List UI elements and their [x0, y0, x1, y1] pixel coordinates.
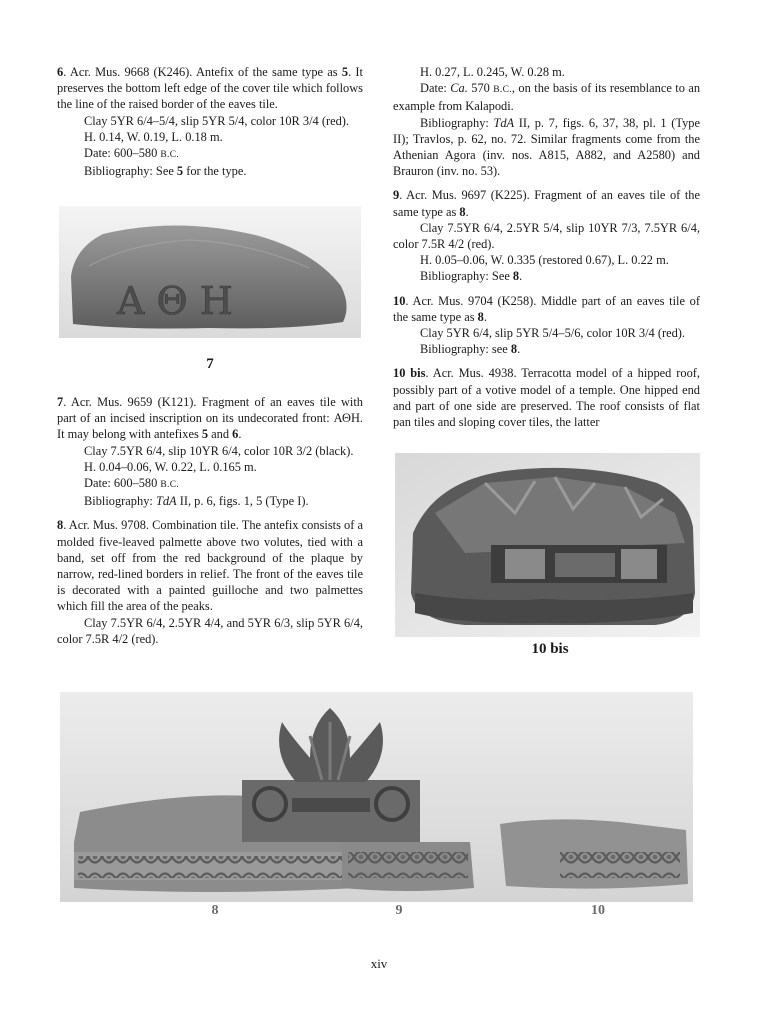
- entry-10-bis-number: 10 bis: [393, 366, 426, 381]
- caption-10: 10: [591, 903, 605, 918]
- entry-6: [57, 64, 363, 179]
- tile-fragment-7-image: [59, 206, 361, 338]
- right-column: [393, 64, 700, 430]
- entry-7-bibliography: Bibliography: TdA II, p. 6, figs. 1, 5 (Type I).: [84, 494, 309, 509]
- left-column: [57, 64, 363, 179]
- entry-8-clay: Clay 7.5YR 6/4, 2.5YR 4/4, and 5YR 6/3, slip 5YR 6/4, color 7.5R 4/2 (red).: [57, 615, 363, 646]
- left-column-lower: [57, 394, 363, 647]
- combination-tiles-image: [60, 692, 693, 902]
- page-number: xiv: [370, 956, 388, 971]
- entry-10-bibliography: Bibliography: see 8.: [420, 342, 521, 357]
- entry-8-bibliography: Bibliography: TdA II, p. 7, figs. 6, 37, 38, pl. 1 (Type II); Travlos, p. 62, no. 72. Similar fragments come from the Athenian Agora (inv. nos. A815, A882, and A2580) and Brauron (inv. no. 53).: [393, 115, 700, 179]
- entry-6-bibliography: Bibliography: See 5 for the type.: [84, 164, 247, 179]
- roof-model-image: [395, 453, 700, 637]
- entry-6-text: . Acr. Mus. 9668 (K246). Antefix of the same type as: [63, 65, 342, 79]
- entry-6-dims: H. 0.14, W. 0.19, L. 0.18 m.: [84, 129, 223, 144]
- entry-9-clay: Clay 7.5YR 6/4, 2.5YR 5/4, slip 10YR 7/3, 7.5YR 6/4, color 7.5R 4/2 (red).: [393, 220, 700, 252]
- photo-10-bis-caption: 10 bis: [531, 641, 569, 657]
- entry-9-number: 9: [393, 188, 400, 203]
- entry-10-clay: Clay 5YR 6/4, slip 5YR 5/4–5/6, color 10R 3/4 (red).: [420, 326, 686, 341]
- entry-7: 7. Acr. Mus. 9659 (K121). Fragment of an eaves tile with part of an incised inscription on its undecorated front: ΑΘΗ. It may belong with antefixes 5 and 6. Clay 7.5YR 6/4, slip 10YR 6/4, color 10R 3/2 (black). H. 0.04–0.06, W. 0.22, L. 0.165 m. Date: 600–580 B.C. Bibliography: TdA II, p. 6, figs. 1, 5 (Type I).: [57, 395, 363, 509]
- entry-8-number: 8: [57, 518, 64, 533]
- entry-6-ref: 5: [341, 65, 349, 79]
- entry-7-number: 7: [57, 395, 64, 409]
- entry-6-number: 6: [57, 65, 64, 79]
- caption-8: 8: [211, 903, 219, 918]
- entry-7-dims: H. 0.04–0.06, W. 0.22, L. 0.165 m.: [84, 459, 257, 474]
- photo-tiles-8-9-10: [60, 692, 693, 902]
- entry-9-dims: H. 0.05–0.06, W. 0.335 (restored 0.67), L. 0.22 m.: [420, 253, 669, 268]
- entry-8-dims: H. 0.27, L. 0.245, W. 0.28 m.: [420, 65, 565, 79]
- entry-9-bibliography: Bibliography: See 8.: [420, 269, 523, 284]
- entry-10: 10. Acr. Mus. 9704 (K258). Middle part of an eaves tile of the same type as 8. Clay 5YR 6/4, slip 5YR 5/4–5/6, color 10R 3/4 (red). Bibliography: see 8.: [393, 293, 700, 357]
- entry-8-continued: [393, 64, 700, 179]
- entry-7-clay: Clay 7.5YR 6/4, slip 10YR 6/4, color 10R 3/2 (black).: [84, 443, 354, 458]
- entry-10-number: 10: [393, 293, 406, 308]
- photo-7: [59, 206, 361, 338]
- photo-7-caption: 7: [206, 356, 214, 372]
- entry-8-date: Date: Ca. 570 B.C., on the basis of its resemblance to an example from Kalapodi.: [393, 81, 701, 114]
- entry-10-bis: 10 bis. Acr. Mus. 4938. Terracotta model of a hipped roof, possibly part of a votive model of a temple. One hipped end and part of one side are preserved. The roof consists of flat pan tiles and sloping cover tiles, the latter: [393, 366, 700, 430]
- entry-8: 8. Acr. Mus. 9708. Combination tile. The antefix consists of a molded five-leaved palmette above two volutes, tied with a band, set off from the red background of the plaque by narrow, red-lined borders in relief. The front of the eaves tile is decorated with a painted guilloche and two palmettes which fill the area of the peaks. Clay 7.5YR 6/4, 2.5YR 4/4, and 5YR 6/3, slip 5YR 6/4, color 7.5R 4/2 (red).: [57, 518, 363, 646]
- photo-10-bis: [395, 453, 700, 637]
- incised-inscription: Α Θ Η: [117, 279, 233, 323]
- caption-9: 9: [395, 903, 403, 918]
- entry-7-date: Date: 600–580 B.C.: [84, 476, 180, 491]
- entry-9: 9. Acr. Mus. 9697 (K225). Fragment of an eaves tile of the same type as 8. Clay 7.5YR 6/4, 2.5YR 5/4, slip 10YR 7/3, 7.5YR 6/4, color 7.5R 4/2 (red). H. 0.05–0.06, W. 0.335 (restored 0.67), L. 0.22 m. Bibliography: See 8.: [393, 188, 700, 284]
- entry-6-text2: . It preserves the bottom left edge of the cover tile which follows the line of the raised border of the eaves tile.: [57, 65, 363, 112]
- entry-6-clay: Clay 5YR 6/4–5/4, slip 5YR 5/4, color 10R 3/4 (red).: [84, 113, 350, 128]
- entry-6-date: Date: 600–580 B.C.: [84, 146, 180, 161]
